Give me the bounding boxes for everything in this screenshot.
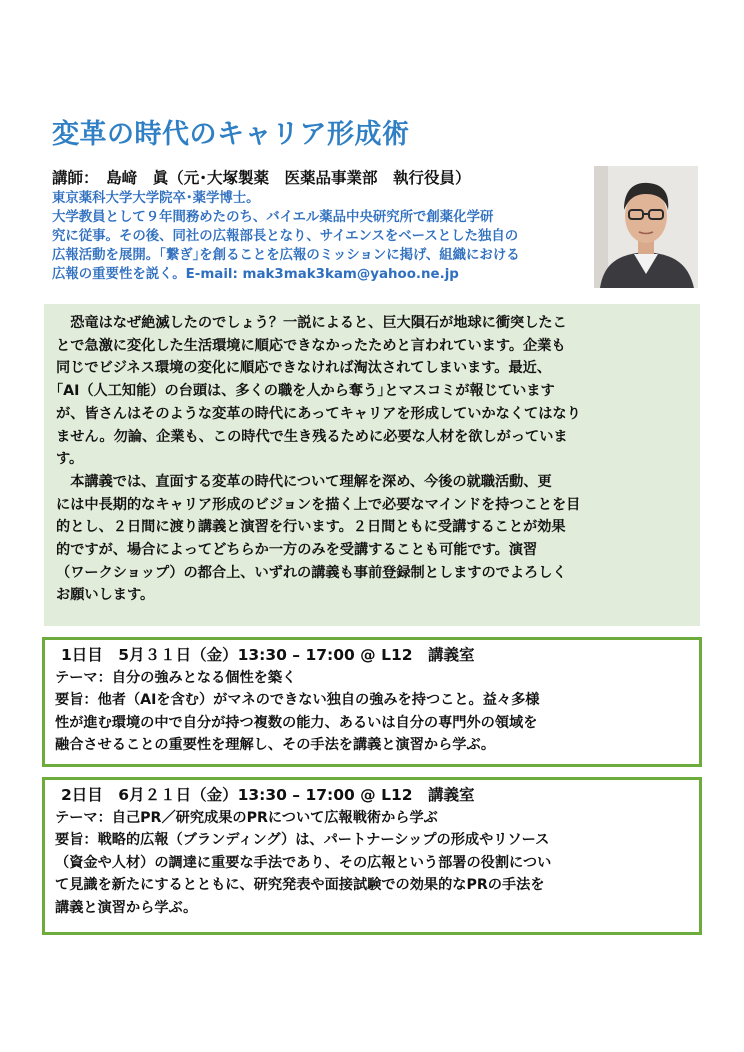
day2-box (42, 777, 702, 935)
day2-theme: テーマ：自己PR／研究成果のPRについて広報戦術から学ぶ (55, 809, 438, 826)
summary-line: す。 (56, 451, 84, 468)
day1-box (42, 637, 702, 767)
summary-line: ｢AI（人工知能）の台頭は、多くの職を人から奪う｣とマスコミが報じています (56, 383, 555, 400)
summary-line: ません。勿論、企業も、この時代で生き残るために必要な人材を欲しがっていま (56, 428, 568, 445)
bio-line: 広報活動を展開。｢繋ぎ｣を創ることを広報のミッションに掲げ、組織における (52, 248, 520, 263)
summary-line: が、皆さんはそのような変革の時代にあってキャリアを形成していかなくてはなり (56, 405, 581, 422)
day1-heading: 1日目 5月３１日（金）13:30 – 17:00 @ L12 講義室 (61, 646, 475, 664)
bio-line: 東京薬科大学大学院卒･薬学博士。 (52, 191, 260, 206)
summary-line: には中長期的なキャリア形成のビジョンを描く上で必要なマインドを持つことを目 (56, 496, 581, 513)
day2-heading: 2日目 6月２１日（金）13:30 – 17:00 @ L12 講義室 (61, 786, 475, 804)
summary-line: 本講義では、直面する変革の時代について理解を深め、今後の就職活動、更 (56, 473, 552, 490)
day2-gist-line: 要旨：戦略的広報（ブランディング）は、パートナーシップの形成やリソース (55, 832, 550, 848)
bio-line: 大学教員として９年間務めたのち、バイエル薬品中央研究所で創薬化学研 (52, 210, 494, 225)
page-title: 変革の時代のキャリア形成術 (52, 119, 410, 150)
lecturer-line: 講師： 島﨑 眞（元･大塚製薬 医薬品事業部 執行役員） (52, 169, 471, 187)
day1-theme: テーマ：自分の強みとなる個性を築く (55, 669, 297, 686)
portrait-image (594, 166, 698, 288)
day2-gist-line: 講義と演習から学ぶ。 (55, 899, 198, 916)
summary-line: 同じでビジネス環境の変化に順応できなければ淘汰されてしまいます。最近、 (56, 360, 552, 377)
day1-gist-line: 融合させることの重要性を理解し、その手法を講義と演習から学ぶ。 (55, 737, 496, 753)
summary-line: 的ですが、場合によってどちらか一方のみを受講することも可能です。演習 (56, 542, 538, 559)
day1-gist-line: 要旨：他者（AIを含む）がマネのできない独自の強みを持つこと。益々多様 (55, 692, 540, 708)
course-summary (44, 304, 700, 626)
lecturer-photo (594, 166, 698, 288)
summary-line: お願いします。 (56, 587, 155, 604)
bio-line: 究に従事。その後、同社の広報部長となり、サイエンスをベースとした独自の (52, 229, 519, 244)
summary-line: （ワークショップ）の都合上、いずれの講義も事前登録制としますのでよろしく (56, 564, 567, 581)
summary-line: 恐竜はなぜ絶滅したのでしょう？一説によると、巨大隕石が地球に衝突したこ (56, 315, 567, 331)
summary-line: とで急激に変化した生活環境に順応できなかったためと言われています。企業も (56, 337, 566, 354)
lecturer-bio (52, 189, 592, 284)
summary-line: 的とし、２日間に渡り講義と演習を行います。２日間ともに受講することが効果 (56, 519, 566, 536)
day2-gist-line: て見識を新たにするとともに、研究発表や面接試験での効果的なPRの手法を (55, 877, 545, 893)
day1-gist-line: 性が進む環境の中で自分が持つ複数の能力、あるいは自分の専門外の領域を (55, 714, 538, 731)
bio-line: 広報の重要性を説く。E-mail: mak3mak3kam@yahoo.ne.jp (52, 267, 459, 282)
day2-gist-line: （資金や人材）の調達に重要な手法であり、その広報という部署の役割につい (55, 854, 552, 871)
